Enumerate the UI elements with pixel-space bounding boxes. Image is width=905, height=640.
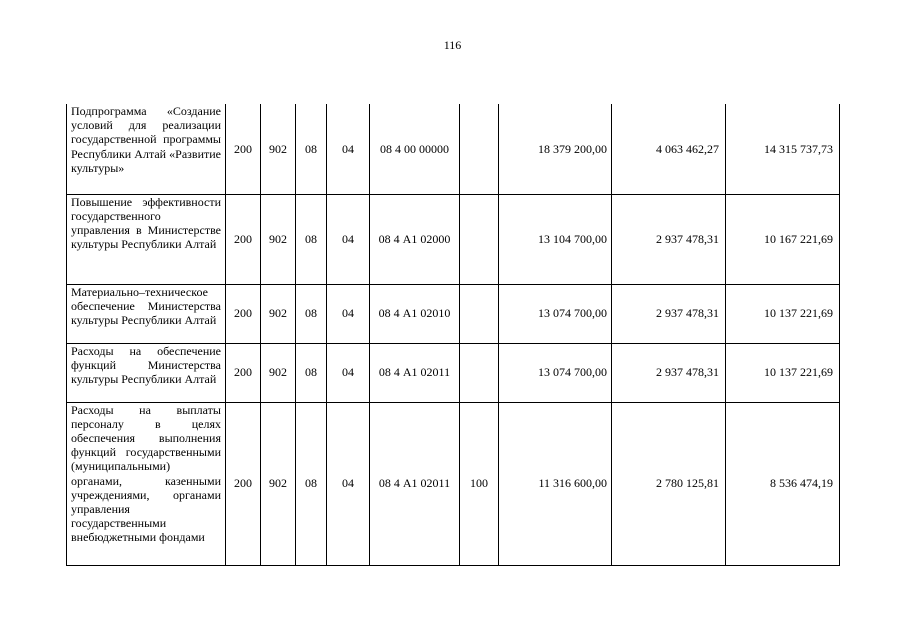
section-code: 08 — [296, 194, 327, 284]
sum-executed: 2 780 125,81 — [612, 402, 726, 565]
sum-total: 13 104 700,00 — [499, 194, 612, 284]
sum-total: 13 074 700,00 — [499, 284, 612, 343]
table-row — [67, 284, 840, 343]
expense-type-code — [460, 343, 499, 402]
row-name: Повышение эффективности государственного управления в Министерстве культуры Республики Алтай — [67, 194, 226, 284]
target-article-code: 08 4 А1 02011 — [370, 402, 460, 565]
sum-total: 18 379 200,00 — [499, 104, 612, 194]
grbs-code: 902 — [261, 104, 296, 194]
section-code: 08 — [296, 104, 327, 194]
expense-type-code: 100 — [460, 402, 499, 565]
sum-remaining: 14 315 737,73 — [726, 104, 840, 194]
subsection-code: 04 — [327, 402, 370, 565]
target-article-code: 08 4 00 00000 — [370, 104, 460, 194]
row-name: Расходы на обеспечение функций Министерства культуры Республики Алтай — [67, 343, 226, 402]
sum-remaining: 8 536 474,19 — [726, 402, 840, 565]
sum-remaining: 10 137 221,69 — [726, 343, 840, 402]
sum-total: 11 316 600,00 — [499, 402, 612, 565]
expense-type-code — [460, 284, 499, 343]
sum-executed: 4 063 462,27 — [612, 104, 726, 194]
subsection-code: 04 — [327, 343, 370, 402]
sum-executed: 2 937 478,31 — [612, 194, 726, 284]
admin-code: 200 — [226, 402, 261, 565]
admin-code: 200 — [226, 104, 261, 194]
expense-type-code — [460, 194, 499, 284]
sum-remaining: 10 167 221,69 — [726, 194, 840, 284]
table-row — [67, 402, 840, 565]
grbs-code: 902 — [261, 343, 296, 402]
admin-code: 200 — [226, 284, 261, 343]
subsection-code: 04 — [327, 194, 370, 284]
subsection-code: 04 — [327, 104, 370, 194]
admin-code: 200 — [226, 194, 261, 284]
section-code: 08 — [296, 402, 327, 565]
budget-table — [66, 104, 840, 566]
grbs-code: 902 — [261, 402, 296, 565]
section-code: 08 — [296, 343, 327, 402]
target-article-code: 08 4 А1 02010 — [370, 284, 460, 343]
target-article-code: 08 4 А1 02011 — [370, 343, 460, 402]
table-row — [67, 194, 840, 284]
grbs-code: 902 — [261, 194, 296, 284]
row-name: Расходы на выплаты персоналу в целях обеспечения выполнения функций государственными (муниципальными) органами, казенными учреждениями, органами управления государственными внебюджетными фондами — [67, 402, 226, 565]
sum-executed: 2 937 478,31 — [612, 284, 726, 343]
target-article-code: 08 4 А1 02000 — [370, 194, 460, 284]
expense-type-code — [460, 104, 499, 194]
row-name: Подпрограмма «Создание условий для реализации государственной программы Республики Алтай «Развитие культуры» — [67, 104, 226, 194]
admin-code: 200 — [226, 343, 261, 402]
sum-executed: 2 937 478,31 — [612, 343, 726, 402]
table-row — [67, 104, 840, 194]
section-code: 08 — [296, 284, 327, 343]
table-row — [67, 343, 840, 402]
grbs-code: 902 — [261, 284, 296, 343]
sum-remaining: 10 137 221,69 — [726, 284, 840, 343]
subsection-code: 04 — [327, 284, 370, 343]
row-name: Материально–техническое обеспечение Министерства культуры Республики Алтай — [67, 284, 226, 343]
page-number: 116 — [443, 38, 462, 52]
sum-total: 13 074 700,00 — [499, 343, 612, 402]
